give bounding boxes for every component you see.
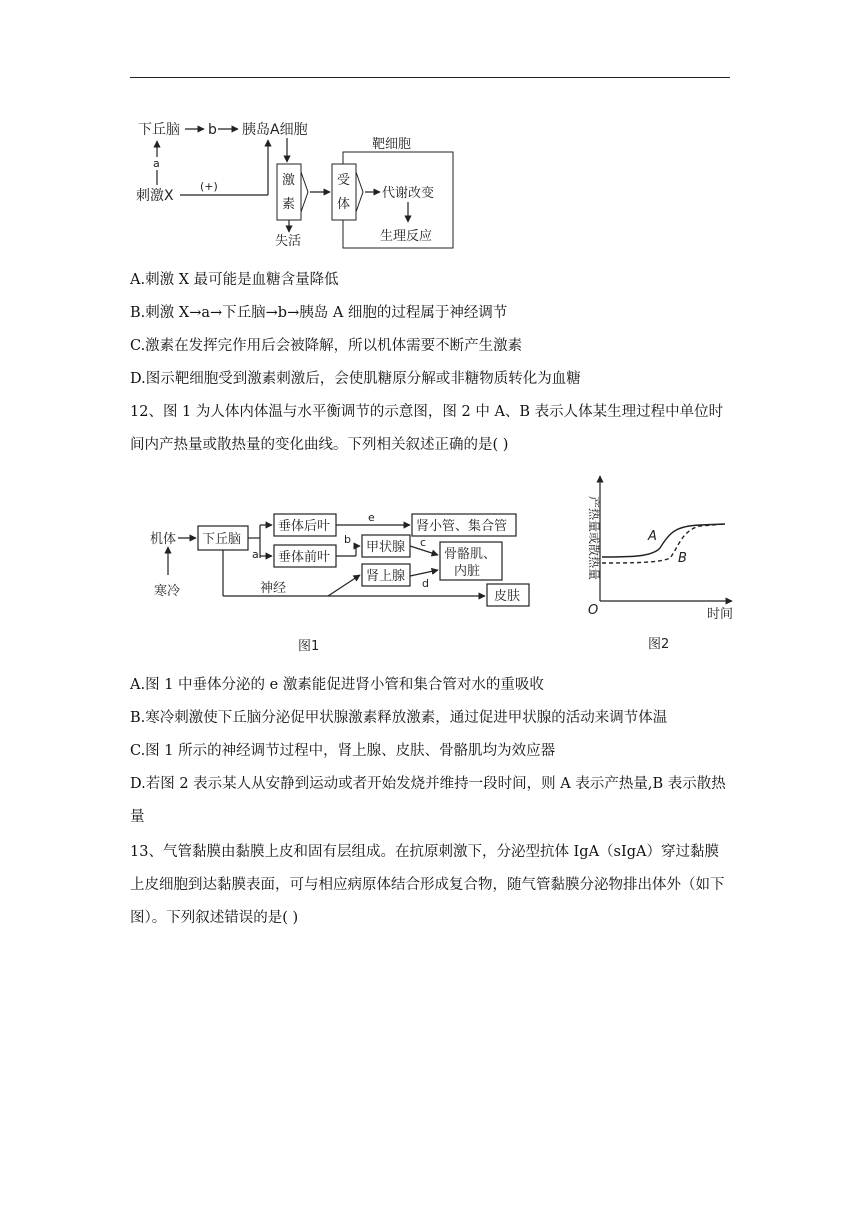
- thermoregulation-diagram: [148, 500, 538, 660]
- hypothalamus-label: 下丘脑: [138, 122, 180, 138]
- svg-text:产热量或散热量: 产热量或散热量: [587, 496, 601, 581]
- hormone-char-2: 素: [282, 197, 296, 212]
- q12-option-b: B.寒冷刺激使下丘脑分泌促甲状腺激素释放激素，通过促进甲状腺的活动来调节体温: [130, 710, 668, 726]
- origin-label: O: [588, 603, 599, 618]
- post-pituitary-box: 垂体后叶: [278, 519, 331, 534]
- q11-option-d: D.图示靶细胞受到激素刺激后，会使肌糖原分解或非糖物质转化为血糖: [130, 371, 581, 387]
- q11-option-b: B.刺激 X→a→下丘脑→b→胰岛 A 细胞的过程属于神经调节: [130, 305, 508, 321]
- label-b: b: [344, 533, 351, 546]
- body-label: 机体: [150, 532, 177, 547]
- q12-stem: 12、图 1 为人体内体温与水平衡调节的示意图，图 2 中 A、B 表示人体某生理过程中单位时间内产热量或散热量的变化曲线。下列相关叙述正确的是( ): [130, 404, 724, 453]
- receptor-char-2: 体: [337, 197, 351, 212]
- metabolism-label: 代谢改变: [382, 186, 435, 201]
- b-label: b: [208, 122, 217, 138]
- y-axis-label: [587, 496, 602, 580]
- stimulus-label: 刺激X: [136, 188, 174, 204]
- q11-option-c: C.激素在发挥完作用后会被降解，所以机体需要不断产生激素: [130, 338, 523, 354]
- skin-box: 皮肤: [494, 589, 521, 604]
- q11-option-a: A.刺激 X 最可能是血糖含量降低: [130, 272, 339, 288]
- q12-option-a: A.图 1 中垂体分泌的 e 激素能促进肾小管和集合管对水的重吸收: [130, 677, 544, 693]
- physio-label: 生理反应: [380, 229, 433, 244]
- hypothalamus-box: 下丘脑: [202, 532, 242, 547]
- fig2-caption: 图2: [648, 637, 670, 652]
- q12-option-c: C.图 1 所示的神经调节过程中，肾上腺、皮肤、骨骼肌均为效应器: [130, 743, 556, 759]
- hormone-char-1: 激: [282, 173, 296, 188]
- nerve-label: 神经: [260, 581, 287, 596]
- receptor-char-1: 受: [337, 173, 351, 188]
- muscle-box-line2: 内脏: [454, 564, 481, 579]
- plus-label: (+): [200, 180, 218, 193]
- label-a: a: [252, 548, 259, 561]
- kidney-box: 肾小管、集合管: [416, 519, 508, 534]
- fig1-caption: 图1: [298, 639, 320, 654]
- muscle-box-line1: 骨骼肌、: [444, 547, 497, 562]
- target-cell-label: 靶细胞: [372, 137, 412, 152]
- curve-b-label: B: [678, 551, 687, 566]
- inactivate-label: 失活: [275, 234, 302, 249]
- a-label: a: [153, 157, 160, 170]
- q13-stem: 13、气管黏膜由黏膜上皮和固有层组成。在抗原刺激下，分泌型抗体 IgA（sIgA）穿过黏膜上皮细胞到达黏膜表面，可与相应病原体结合形成复合物，随气管黏膜分泌物排出体外（如下图）。下列叙述错误的是( ): [130, 844, 725, 926]
- ant-pituitary-box: 垂体前叶: [278, 550, 331, 565]
- header-rule: [130, 77, 730, 78]
- cold-label: 寒冷: [154, 584, 181, 599]
- curve-a-label: A: [648, 529, 657, 544]
- islet-a-label: 胰岛A细胞: [242, 122, 308, 138]
- label-c: c: [420, 536, 427, 549]
- label-e: e: [368, 511, 375, 524]
- heat-curve-chart: [560, 468, 740, 658]
- thyroid-box: 甲状腺: [366, 540, 406, 555]
- q12-option-d: D.若图 2 表示某人从安静到运动或者开始发烧并维持一段时间，则 A 表示产热量,B 表示散热量: [130, 776, 726, 825]
- x-axis-label: 时间: [707, 607, 734, 622]
- label-d: d: [422, 577, 429, 590]
- islet-regulation-diagram: [130, 110, 470, 260]
- adrenal-box: 肾上腺: [366, 569, 406, 584]
- curve-a: [602, 524, 725, 557]
